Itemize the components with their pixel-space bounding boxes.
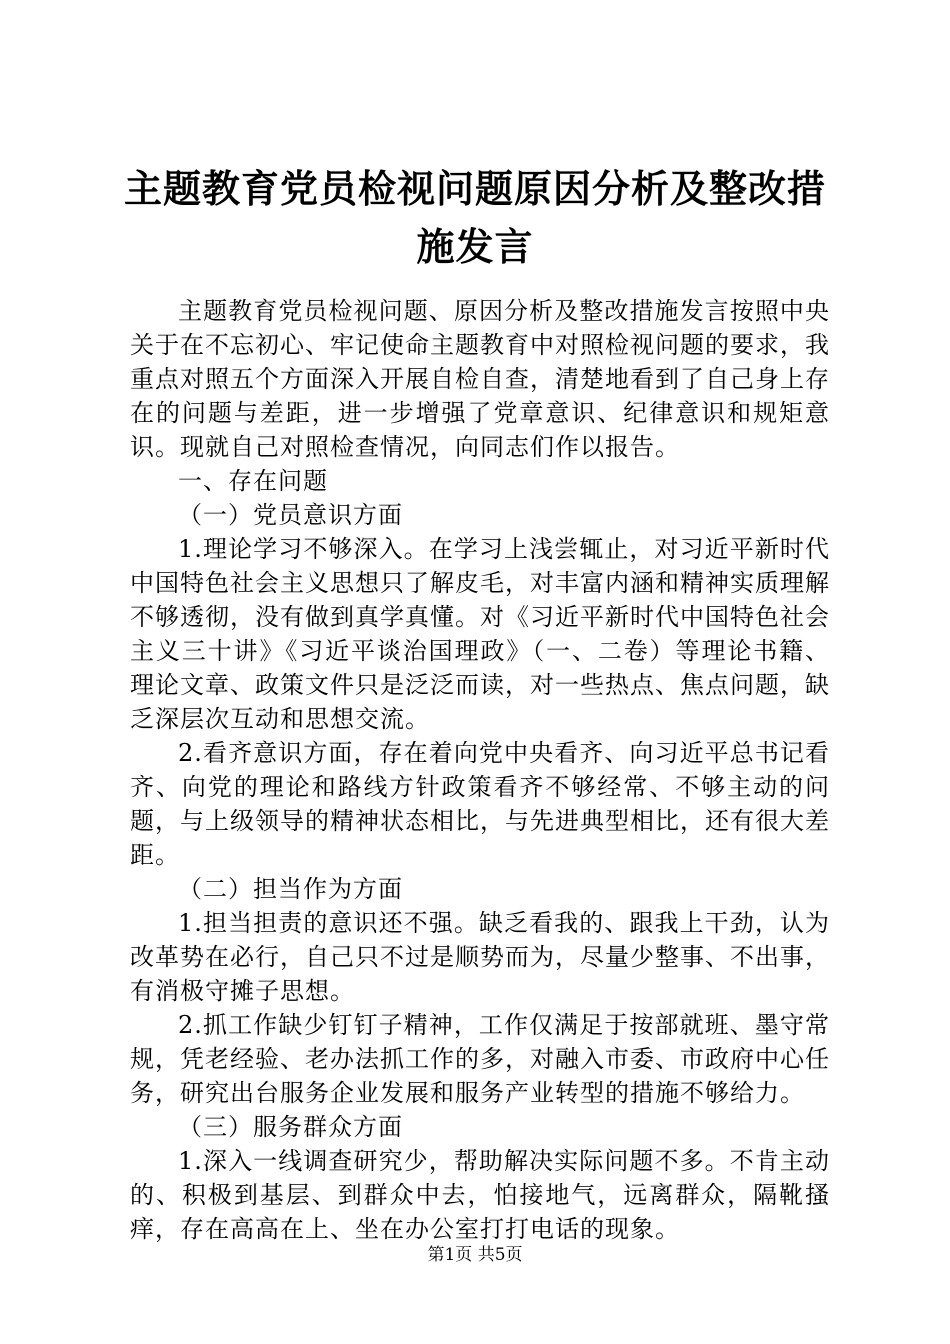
page-footer: 第1页 共5页 [427,1245,523,1265]
paragraph-intro: 主题教育党员检视问题、原因分析及整改措施发言按照中央关于在不忘初心、牢记使命主题教育中对照检视问题的要求，我重点对照五个方面深入开展自检自查，清楚地看到了自己身上存在的问题与差距，进一步增强了党章意识、纪律意识和规矩意识。现就自己对照检查情况，向同志们作以报告。 [130,297,830,461]
paragraph-responsibility: 1.担当担责的意识还不强。缺乏看我的、跟我上干劲，认为改革势在必行，自己只不过是顺势而为，尽量少整事、不出事，有消极守摊子思想。 [130,909,830,1005]
subsection-heading-responsibility: （二）担当作为方面 [178,875,403,903]
subsection-heading-serving-masses: （三）服务群众方面 [178,1113,403,1141]
paragraph-alignment-awareness: 2.看齐意识方面，存在着向党中央看齐、向习近平总书记看齐、向党的理论和路线方针政策看齐不够经常、不够主动的问题，与上级领导的精神状态相比，与先进典型相比，还有很大差距。 [130,739,830,869]
paragraph-theory-study: 1.理论学习不够深入。在学习上浅尝辄止，对习近平新时代中国特色社会主义思想只了解皮毛，对丰富内涵和精神实质理解不够透彻，没有做到真学真懂。对《习近平新时代中国特色社会主义三十讲》《习近平谈治国理政》（一、二卷）等理论书籍、理论文章、政策文件只是泛泛而读，对一些热点、焦点问题，缺乏深层次互动和思想交流。 [130,535,830,733]
document-title: 主题教育党员检视问题原因分析及整改措施发言 [123,166,826,269]
section-heading-problems: 一、存在问题 [178,467,328,495]
subsection-heading-party-awareness: （一）党员意识方面 [178,501,403,529]
document-body [130,294,830,1246]
paragraph-work-spirit: 2.抓工作缺少钉钉子精神，工作仅满足于按部就班、墨守常规，凭老经验、老办法抓工作的多，对融入市委、市政府中心任务，研究出台服务企业发展和服务产业转型的措施不够给力。 [130,1011,830,1107]
paragraph-field-research: 1.深入一线调查研究少，帮助解决实际问题不多。不肯主动的、积极到基层、到群众中去，怕接地气，远离群众，隔靴搔痒，存在高高在上、坐在办公室打打电话的现象。 [130,1147,830,1243]
